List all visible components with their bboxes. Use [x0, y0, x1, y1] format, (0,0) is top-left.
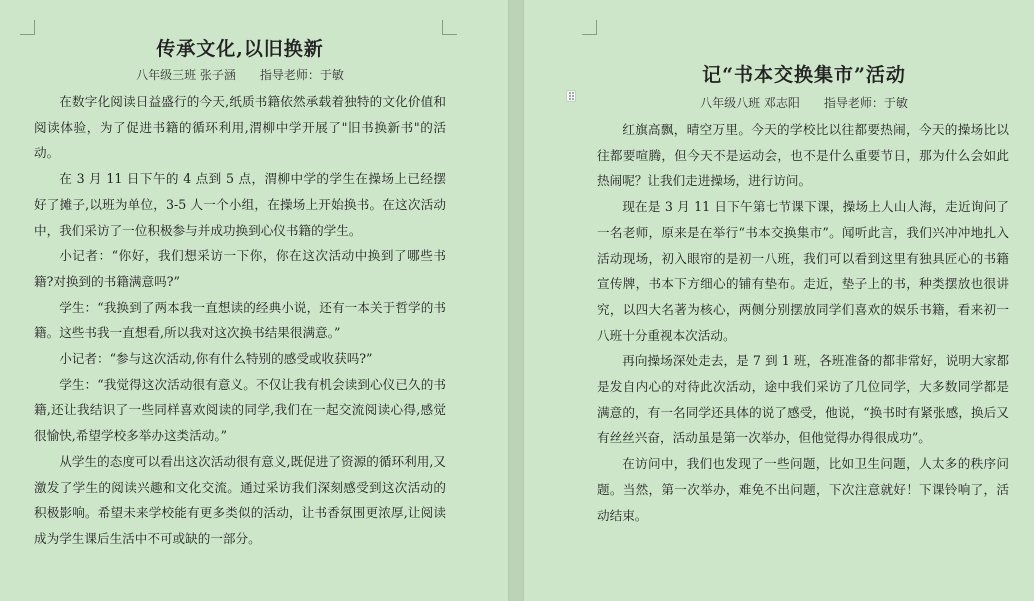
- paragraph: 小记者：“参与这次活动,你有什么特别的感受或收获吗?”: [59, 351, 373, 367]
- article-body: [597, 117, 1009, 528]
- paragraph: 在数字化阅读日益盛行的今天,纸质书籍依然承载着独特的文化价值和阅读体验，为了促进书籍的循环利用,渭柳中学开展了"旧书换新书"的活动。: [34, 94, 446, 161]
- paragraph: 现在是 3 月 11 日下午第七节课下课，操场上人山人海，走近询问了一名老师，原来是在举行“书本交换集市”。闻听此言，我们兴冲冲地扎入活动现场，初入眼帘的是初一八班，我们可以看到这里有独具匠心的书籍宣传牌，书本下方细心的铺有垫布。走近，垫子上的书，种类摆放也很讲究，以四大名著为核心，两侧分别摆放同学们喜欢的娱乐书籍，看来初一八班十分重视本次活动。: [597, 199, 1009, 343]
- page-title: 传承文化,以旧换新: [156, 38, 324, 60]
- paragraph: 学生：“我换到了两本我一直想读的经典小说，还有一本关于哲学的书籍。这些书我一直想看,所以我对这次换书结果很满意。”: [34, 299, 446, 341]
- paragraph: 在访问中，我们也发现了一些问题，比如卫生问题，人太多的秩序问题。当然，第一次举办，难免不出问题，下次注意就好！下课铃响了，活动结束。: [597, 456, 1009, 523]
- paragraph: 学生：“我觉得这次活动很有意义。不仅让我有机会读到心仪已久的书籍,还让我结识了一些同样喜欢阅读的同学,我们在一起交流阅读心得,感觉很愉快,希望学校多举办这类活动。”: [34, 376, 446, 444]
- paragraph: 再向操场深处走去，是 7 到 1 班，各班准备的都非常好，说明大家都是发自内心的对待此次活动，途中我们采访了几位同学，大多数同学都是满意的，有一名同学还具体的说了感受，他说，“换书时有紧张感，换后又有丝丝兴奋，活动虽是第一次举办，但他觉得办得很成功”。: [597, 353, 1009, 446]
- page-gap: [508, 0, 524, 601]
- left-page: [0, 0, 508, 601]
- paragraph: 在 3 月 11 日下午的 4 点到 5 点，渭柳中学的学生在操场上已经摆好了摊子,以班为单位，3-5 人一个小组，在操场上开始换书。在这次活动中，我们采访了一位积极参与并成功换到心仪书籍的学生。: [34, 171, 446, 238]
- paragraph: 小记者：“你好，我们想采访一下你，你在这次活动中换到了哪些书籍?对换到的书籍满意吗?”: [34, 248, 446, 289]
- crop-mark-top-left: [20, 20, 35, 35]
- article-body: [34, 89, 446, 552]
- page-title: 记“书本交换集市”活动: [702, 64, 906, 86]
- byline: 八年级八班 邓志阳 指导老师：于敏: [700, 96, 908, 110]
- crop-mark-top-left: [582, 20, 597, 35]
- paragraph: 红旗高飘，晴空万里。今天的学校比以往都要热闹，今天的操场比以往都要喧腾，但今天不是运动会，也不是什么重要节日，那为什么会如此热闹呢？让我们走进操场，进行访问。: [597, 122, 1009, 189]
- drag-handle-icon[interactable]: [566, 90, 576, 102]
- byline: 八年级三班 张子涵 指导老师：于敏: [136, 68, 344, 82]
- paragraph: 从学生的态度可以看出这次活动很有意义,既促进了资源的循环利用,又激发了学生的阅读兴趣和文化交流。通过采访我们深刻感受到这次活动的积极影响。希望未来学校能有更多类似的活动，让书香氛围更浓厚,让阅读成为学生课后生活中不可或缺的一部分。: [34, 453, 446, 546]
- right-page: [524, 0, 1034, 601]
- crop-mark-top-right: [442, 20, 457, 35]
